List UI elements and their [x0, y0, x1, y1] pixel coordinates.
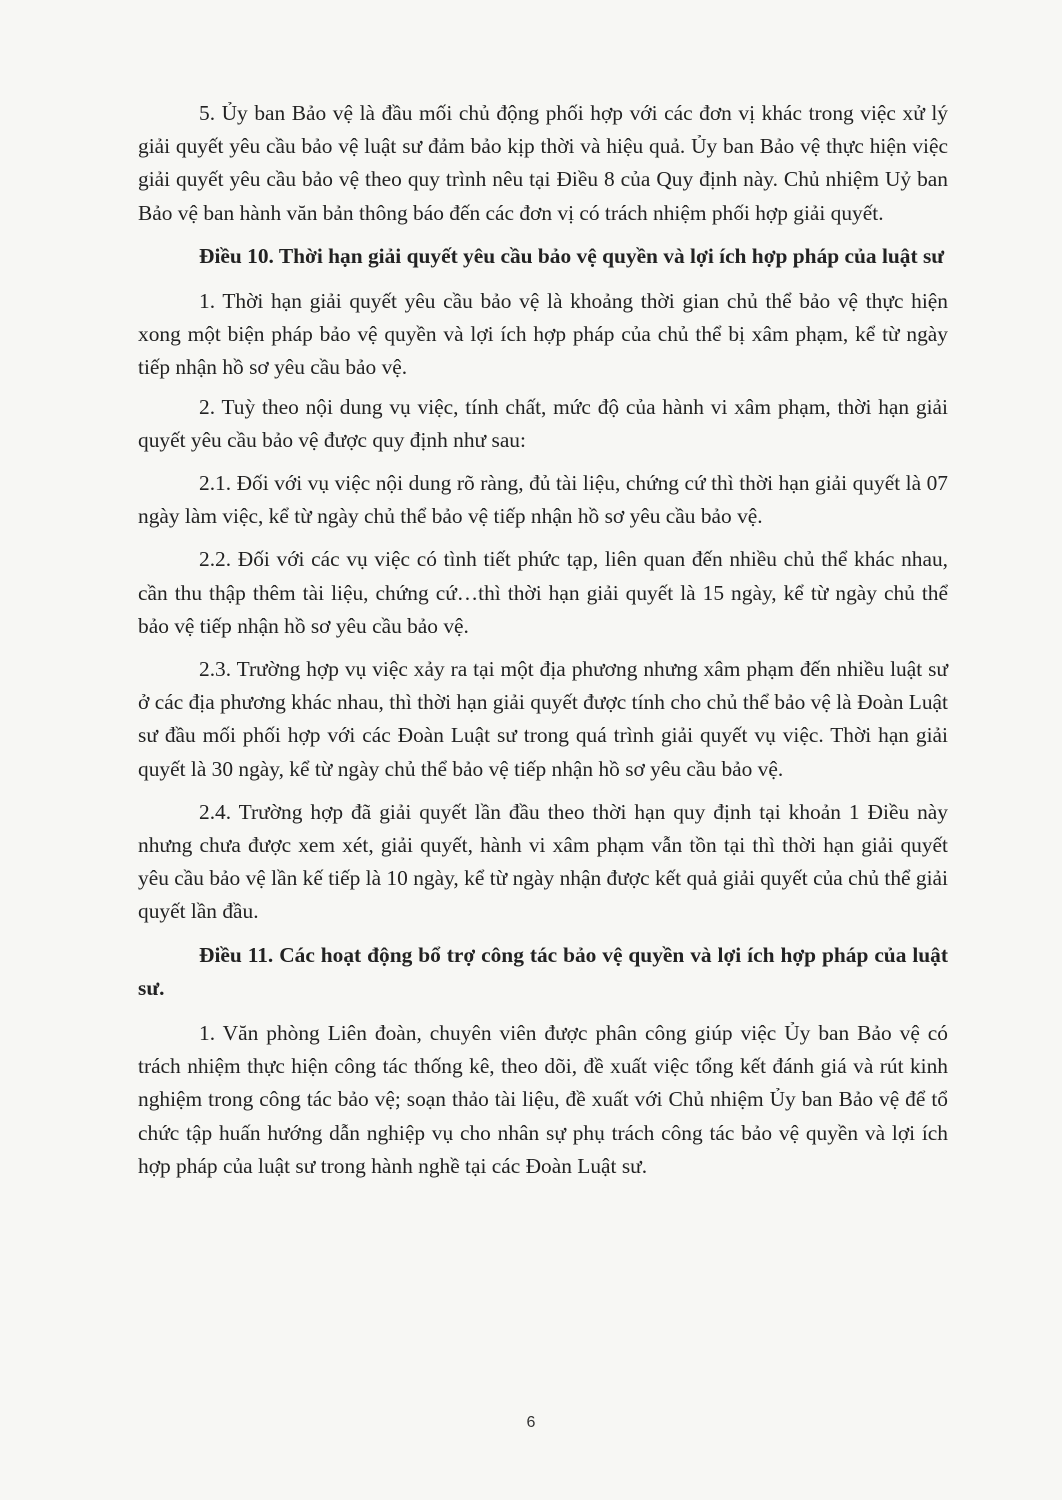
page-number: 6: [526, 1414, 536, 1431]
article-11-heading: Điều 11. Các hoạt động bổ trợ công tác bảo vệ quyền và lợi ích hợp pháp của luật sư.: [138, 942, 948, 1000]
document-body: [138, 97, 948, 1193]
paragraph-article-11-clause-1: 1. Văn phòng Liên đoàn, chuyên viên được phân công giúp việc Ủy ban Bảo vệ có trách nhiệm thực hiện công tác thống kê, theo dõi, đề xuất việc tổng kết đánh giá và rút kinh nghiệm trong công tác bảo vệ; soạn thảo tài liệu, đề xuất với Chủ nhiệm Ủy ban Bảo vệ để tổ chức tập huấn hướng dẫn nghiệp vụ cho nhân sự phụ trách công tác bảo vệ quyền và lợi ích hợp pháp của luật sư trong hành nghề tại các Đoàn Luật sư.: [138, 1021, 948, 1178]
paragraph-article-9-clause-5: 5. Ủy ban Bảo vệ là đầu mối chủ động phối hợp với các đơn vị khác trong việc xử lý giải quyết yêu cầu bảo vệ luật sư đảm bảo kịp thời và hiệu quả. Ủy ban Bảo vệ thực hiện việc giải quyết yêu cầu bảo vệ theo quy trình nêu tại Điều 8 của Quy định này. Chủ nhiệm Uỷ ban Bảo vệ ban hành văn bản thông báo đến các đơn vị có trách nhiệm phối hợp giải quyết.: [138, 101, 948, 225]
paragraph-article-10-clause-2: 2. Tuỳ theo nội dung vụ việc, tính chất, mức độ của hành vi xâm phạm, thời hạn giải quyết yêu cầu bảo vệ được quy định như sau:: [138, 394, 948, 452]
paragraph-article-10-clause-2-3: 2.3. Trường hợp vụ việc xảy ra tại một địa phương nhưng xâm phạm đến nhiều luật sư ở các địa phương khác nhau, thì thời hạn giải quyết được tính cho chủ thể bảo vệ là Đoàn Luật sư đầu mối phối hợp với các Đoàn Luật sư trong quá trình giải quyết vụ việc. Thời hạn giải quyết là 30 ngày, kể từ ngày chủ thể bảo vệ tiếp nhận hồ sơ yêu cầu bảo vệ.: [138, 657, 948, 781]
article-10-heading: Điều 10. Thời hạn giải quyết yêu cầu bảo vệ quyền và lợi ích hợp pháp của luật sư: [199, 243, 945, 268]
paragraph-article-10-clause-2-4: 2.4. Trường hợp đã giải quyết lần đầu theo thời hạn quy định tại khoản 1 Điều này nhưng chưa được xem xét, giải quyết, hành vi xâm phạm vẫn tồn tại thì thời hạn giải quyết yêu cầu bảo vệ lần kế tiếp là 10 ngày, kể từ ngày nhận được kết quả giải quyết của chủ thể giải quyết lần đầu.: [138, 799, 948, 924]
paragraph-article-10-clause-2-2: 2.2. Đối với các vụ việc có tình tiết phức tạp, liên quan đến nhiều chủ thể khác nhau, cần thu thập thêm tài liệu, chứng cứ…thì thời hạn giải quyết là 15 ngày, kể từ ngày chủ thể bảo vệ tiếp nhận hồ sơ yêu cầu bảo vệ.: [138, 547, 948, 638]
paragraph-article-10-clause-2-1: 2.1. Đối với vụ việc nội dung rõ ràng, đủ tài liệu, chứng cứ thì thời hạn giải quyết là 07 ngày làm việc, kể từ ngày chủ thể bảo vệ tiếp nhận hồ sơ yêu cầu bảo vệ.: [138, 471, 948, 529]
paragraph-article-10-clause-1: 1. Thời hạn giải quyết yêu cầu bảo vệ là khoảng thời gian chủ thể bảo vệ thực hiện xong một biện pháp bảo vệ quyền và lợi ích hợp pháp của chủ thể bị xâm phạm, kể từ ngày tiếp nhận hồ sơ yêu cầu bảo vệ.: [138, 289, 948, 380]
